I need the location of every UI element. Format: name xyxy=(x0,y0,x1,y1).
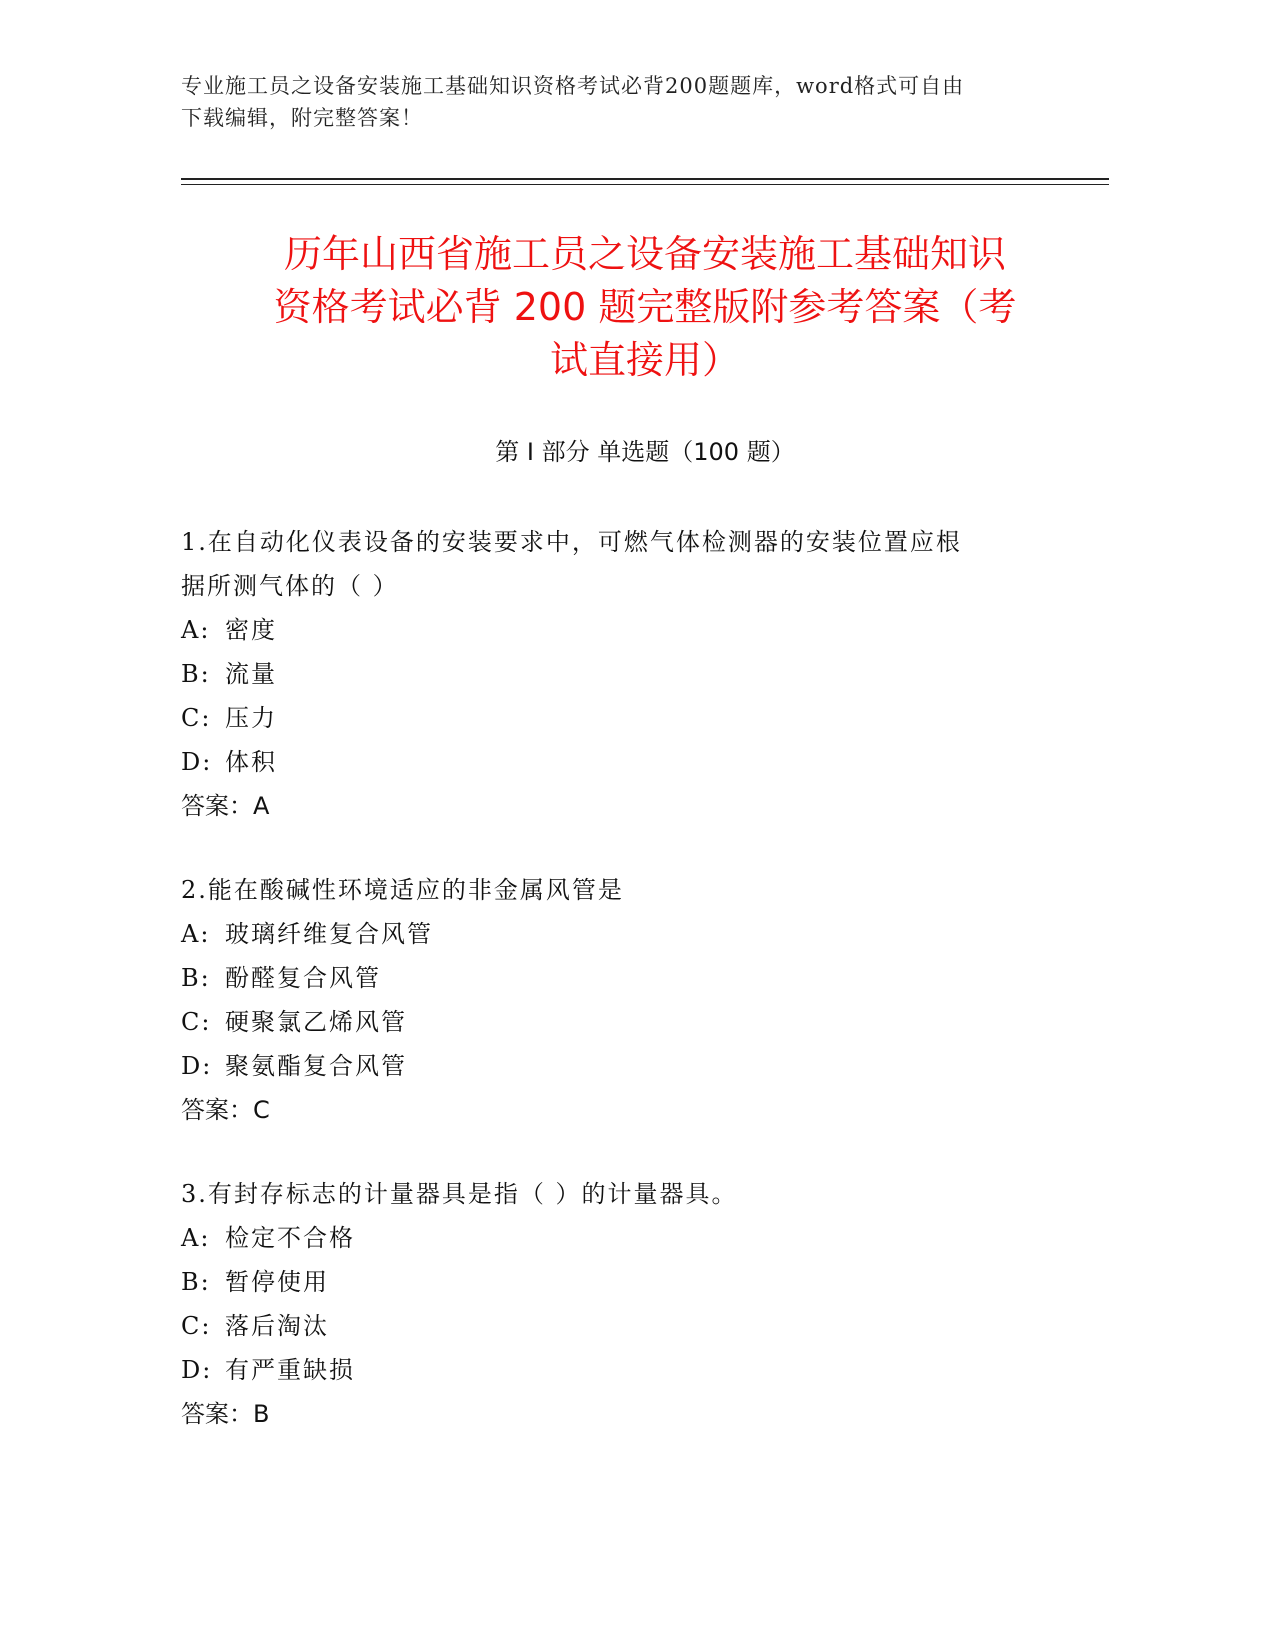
question-stem: 2.能在酸碱性环境适应的非金属风管是 xyxy=(181,876,624,904)
option-c xyxy=(181,1000,1061,1044)
header-note xyxy=(181,70,1061,134)
option-letter: A: xyxy=(181,616,211,644)
option-a xyxy=(181,608,1061,652)
header-divider-thin xyxy=(181,184,1109,185)
option-a xyxy=(181,912,1061,956)
header-divider-thick xyxy=(181,178,1109,180)
option-text: 落后淘汰 xyxy=(225,1312,329,1340)
option-b xyxy=(181,652,1061,696)
option-text: 压力 xyxy=(225,704,277,732)
option-text: 有严重缺损 xyxy=(225,1356,355,1384)
option-letter: A: xyxy=(181,1224,211,1252)
question-3 xyxy=(181,1172,1061,1436)
option-text: 硬聚氯乙烯风管 xyxy=(225,1008,407,1036)
header-note-line-2: 下载编辑，附完整答案！ xyxy=(181,106,423,130)
option-letter: D: xyxy=(181,1356,213,1384)
document-title xyxy=(181,228,1109,387)
question-stem: 1.在自动化仪表设备的安装要求中，可燃气体检测器的安装位置应根 xyxy=(181,528,962,556)
option-d xyxy=(181,1044,1061,1088)
question-2 xyxy=(181,868,1061,1132)
question-stem-continued: 据所测气体的（ ） xyxy=(181,572,399,600)
answer: 答案：C xyxy=(181,1096,270,1124)
option-letter: B: xyxy=(181,660,211,688)
document-title-line-3: 试直接用） xyxy=(549,338,740,382)
answer: 答案：B xyxy=(181,1400,270,1428)
option-text: 流量 xyxy=(225,660,277,688)
header-note-line-1: 专业施工员之设备安装施工基础知识资格考试必背200题题库，word格式可自由 xyxy=(181,74,965,98)
option-text: 检定不合格 xyxy=(225,1224,355,1252)
section-heading: 第 I 部分 单选题（100 题） xyxy=(495,438,795,466)
option-letter: B: xyxy=(181,964,211,992)
option-text: 体积 xyxy=(225,748,277,776)
option-text: 暂停使用 xyxy=(225,1268,329,1296)
option-text: 聚氨酯复合风管 xyxy=(225,1052,407,1080)
option-letter: C: xyxy=(181,1008,212,1036)
option-letter: D: xyxy=(181,748,213,776)
option-c xyxy=(181,1304,1061,1348)
option-c xyxy=(181,696,1061,740)
option-text: 玻璃纤维复合风管 xyxy=(225,920,433,948)
option-text: 密度 xyxy=(225,616,277,644)
answer: 答案：A xyxy=(181,792,270,820)
document-title-line-1: 历年山西省施工员之设备安装施工基础知识 xyxy=(283,232,1006,276)
option-a xyxy=(181,1216,1061,1260)
document-title-line-2: 资格考试必背 200 题完整版附参考答案（考 xyxy=(273,285,1017,329)
option-letter: D: xyxy=(181,1052,213,1080)
option-b xyxy=(181,956,1061,1000)
option-d xyxy=(181,740,1061,784)
option-b xyxy=(181,1260,1061,1304)
option-text: 酚醛复合风管 xyxy=(225,964,381,992)
question-list xyxy=(181,520,1061,1476)
question-1 xyxy=(181,520,1061,828)
option-letter: B: xyxy=(181,1268,211,1296)
option-letter: A: xyxy=(181,920,211,948)
option-d xyxy=(181,1348,1061,1392)
question-stem: 3.有封存标志的计量器具是指（ ）的计量器具。 xyxy=(181,1180,738,1208)
option-letter: C: xyxy=(181,704,212,732)
option-letter: C: xyxy=(181,1312,212,1340)
